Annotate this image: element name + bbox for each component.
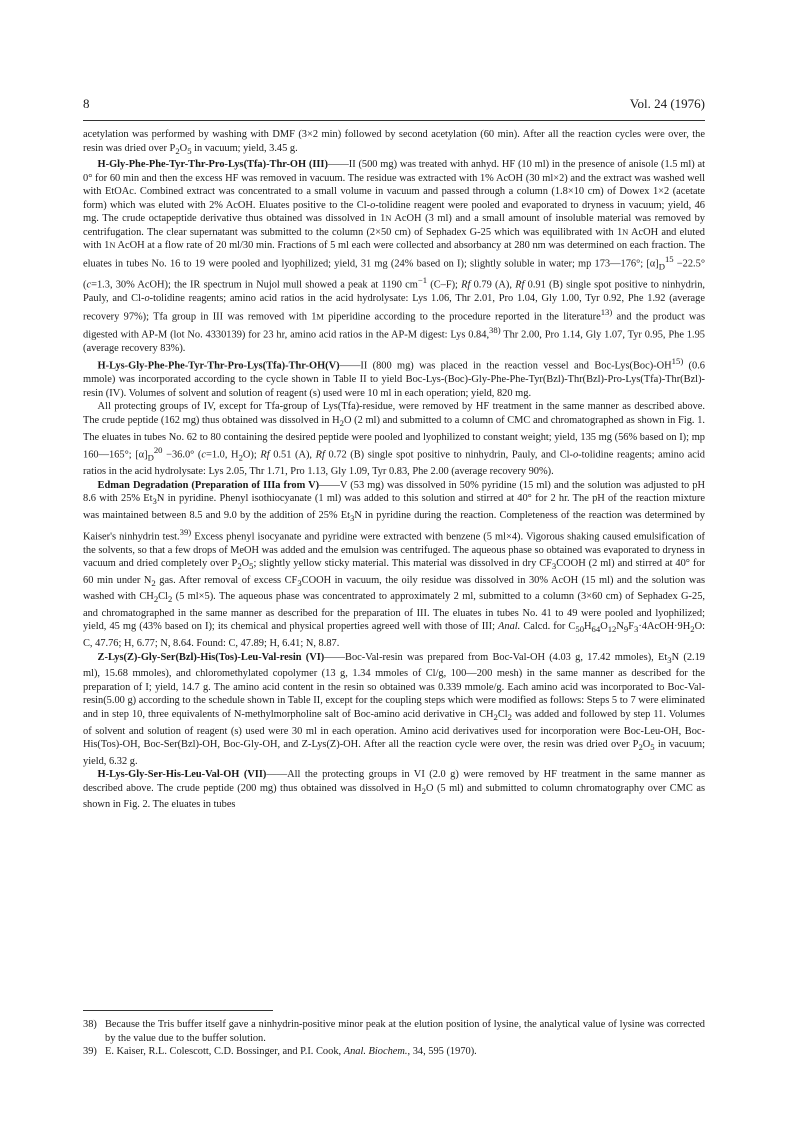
footnote-number: 39)	[83, 1046, 97, 1057]
running-header	[83, 96, 705, 112]
footnote-rule	[83, 1010, 273, 1011]
footnotes	[83, 1018, 705, 1059]
body-text	[83, 128, 705, 812]
footnote-text: E. Kaiser, R.L. Colescott, C.D. Bossinger, and P.I. Cook, Anal. Biochem., 34, 595 (1970).	[105, 1046, 477, 1057]
paragraph-acetylation: acetylation was performed by washing with DMF (3×2 min) followed by second acetylation (60 min). After all the reaction cycles were over, the resin was dried over $P_2O_5$ in vacuum; yield, 3.45 g.	[83, 129, 705, 156]
paragraph-compound-v: H-Lys-Gly-Phe-Phe-Tyr-Thr-Pro-Lys(Tfa)-Thr-OH(V)——II (800 mg) was placed in the reaction vessel and Boc-Lys(Boc)-OH$^{15)}$ (0.6 mmole) was incorporated according to the cycle shown in Table II to yield Boc-Lys-(Boc)-Gly-Phe-Phe-Tyr(Bzl)-Thr(Bzl)-Pro-Lys(Tfa)-Thr(Bzl)-resin (IV). Volumes of solvent and solution of reagent (s) used were 10 ml in each operation; yield, 820 mg.	[83, 356, 706, 399]
footnote-text: Because the Tris buffer itself gave a ninhydrin-positive minor peak at the elution position of lysine, the analytical value of lysine was corrected by the value due to the buffer solution.	[105, 1019, 705, 1044]
footnote-39	[83, 1045, 705, 1059]
header-rule	[83, 120, 705, 121]
paragraph-edman-degradation: Edman Degradation (Preparation of IIIa from V)——V (53 mg) was dissolved in 50% pyridine (15 ml) and the solution was adjusted to pH 8.6 with 25% $Et_3N$ in pyridine. Phenyl isothiocyanate (1 ml) was added to this solution and stirred at 40° for 2 hr. The pH of the reaction mixture was maintained between 8.5 and 9.0 by the addition of 25% $Et_3N$ in pyridine during the reaction. Completeness of the reaction was determined by Kaiser's ninhydrin test.$^{39)}$ Excess phenyl isocyanate and pyridine were extracted with benzene (5 ml×4). Vigorous shaking caused emulsification of the solvents, so that a few drops of MeOH was added and the emulsion was centrifuged. The aqueous phase so obtained was evaporated to dryness in vacuum and dried completely over $P_2O_5$; slightly yellow sticky material. This material was dissolved in dry $CF_3COOH$ (2 ml) and stirred at 40° for 60 min under $N_2$ gas. After removal of excess $CF_3COOH$ in vacuum, the oily residue was dissolved in 30% AcOH (15 ml) and the solution was washed with $CH_2Cl_2$ (5 ml×5). The aqueous phase was concentrated to approximately 2 ml, submitted to a column (3×60 cm) of Sephadex G-25, and chromatographed in the same manner as described for the preparation of III. The eluates in tubes No. 41 to 49 were pooled and lyophilized; yield, 45 mg (43% based on I); its chemical and physical properties agreed well with those of III; Anal. Calcd. for $C_{50}H_{64}O_{12}N_9F_3\cdot 4AcOH\cdot 9H_2O$: C, 47.76; H, 6.77; N, 8.64. Found: C, 47.89; H, 6.41; N, 8.87.	[83, 479, 706, 650]
paragraph-compound-vii: H-Lys-Gly-Ser-His-Leu-Val-OH (VII)——All the protecting groups in VI (2.0 g) were removed by HF treatment in the same manner as described above. The crude peptide (200 mg) thus obtained was dissolved in $H_2O$ (5 ml) and submitted to column chromatography over CMC as shown in Fig. 2. The eluates in tubes	[83, 769, 706, 811]
volume-label: Vol. 24 (1976)	[629, 96, 705, 111]
paragraph-compound-iii: H-Gly-Phe-Phe-Tyr-Thr-Pro-Lys(Tfa)-Thr-OH (III)——II (500 mg) was treated with anhyd. HF (10 ml) in the presence of anisole (1.5 ml) at 0° for 60 min and then the excess HF was removed in vacuum. The residue was extracted with 1% AcOH (30 ml×2) and the extract was washed well with EtOAc. Combined extract was concentrated to a small volume in vacuum and passed through a column (1.8×10 cm) of Dowex 1×2 (acetate form) which was eluted with 2% AcOH. Eluates positive to the Cl-o-tolidine reagent were pooled and evaporated to dryness in vacuum; yield, 46 mg. The crude octapeptide derivative thus obtained was dissolved in 1N AcOH (3 ml) and a small amount of insoluble material was removed by centrifugation. The clear supernatant was submitted to the column (2×50 cm) of Sephadex G-25 which was equilibrated with 1N AcOH and eluted with 1N AcOH at a flow rate of 20 ml/30 min. Fractions of 5 ml each were collected and absorbancy at 280 nm was determined on each fraction. The eluates in tubes No. 16 to 19 were pooled and lyophilized; yield, 31 mg (24% based on I); slightly soluble in water; mp 173—176°; $[\alpha]_D^{15} -22.5^\circ$ (c=1.3, 30% AcOH); the IR spectrum in Nujol mull showed a peak at 1190 $cm^{-1}$ (C–F); Rf 0.79 (A), Rf 0.91 (B) single spot positive to ninhydrin, Pauly, and Cl-o-tolidine reagents; amino acid ratios in the acid hydrolysate: Lys 1.06, Thr 2.01, Pro 1.04, Gly 1.00, Tyr 0.92, Phe 1.92 (average recovery 97%); Tfa group in III was removed with 1M piperidine according to the procedure reported in the literature$^{13)}$ and the product was digested with AP-M (lot No. 4330139) for 23 hr, amino acid ratios in the AP-M digest: Lys 0.84,$^{38)}$ Thr 2.00, Pro 1.14, Gly 1.07, Tyr 0.95, Phe 1.95 (average recovery 83%).	[83, 159, 706, 354]
footnote-38	[83, 1018, 705, 1045]
page-number: 8	[83, 96, 90, 111]
footnote-number: 38)	[83, 1019, 97, 1030]
paragraph-protecting-groups: All protecting groups of IV, except for Tfa-group of Lys(Tfa)-residue, were removed by HF treatment in the same manner as described above. The crude peptide (162 mg) thus obtained was dissolved in $H_2O$ (2 ml) and submitted to a column of CMC and chromatographed as shown in Fig. 1. The eluates in tubes No. 62 to 80 containing the desired peptide were pooled and lyophilized to constant weight; yield, 135 mg (56% based on I); mp 160—165°; $[\alpha]_D^{20} -36.0^\circ$ (c=1.0, $H_2O$); Rf 0.51 (A), Rf 0.72 (B) single spot positive to ninhydrin, Pauly, and Cl-o-tolidine reagents; amino acid ratios in the acid hydrolysate: Lys 2.05, Thr 1.71, Pro 1.13, Gly 1.09, Tyr 0.83, Phe 2.00 (average recovery 90%).	[83, 401, 706, 478]
paragraph-compound-vi: Z-Lys(Z)-Gly-Ser(Bzl)-His(Tos)-Leu-Val-resin (VI)——Boc-Val-resin was prepared from Boc-Val-OH (4.03 g, 17.42 mmoles), $Et_3N$ (2.19 ml), 15.68 mmoles), and chloromethylated copolymer (13 g, 1.34 mmoles of Cl/g, 100—200 mesh) in the same manner as described for the preparation of I; yield, 14.7 g. The amino acid content in the resin so obtained was 0.339 mmole/g. Each amino acid was incorporated to Boc-Val-resin(5.00 g) according to the schedule shown in Table II, except for the coupling steps which were modified as follows: Steps 5 to 7 were eliminated and in step 10, three equivalents of N-methylmorpholine salt of Boc-amino acid derivative in $CH_2Cl_2$ was added and followed by step 11. Volumes of solvent and solution of reagent (s) used were 30 ml in each operation. Amino acid derivatives used for incorporation were Boc-Leu-OH, Boc-His(Tos)-OH, Boc-Ser(Bzl)-OH, Boc-Gly-OH, and Z-Lys(Z)-OH. After all the reaction cycle were over, the resin was dried over $P_2O_5$ in vacuum; yield, 6.32 g.	[83, 651, 706, 767]
